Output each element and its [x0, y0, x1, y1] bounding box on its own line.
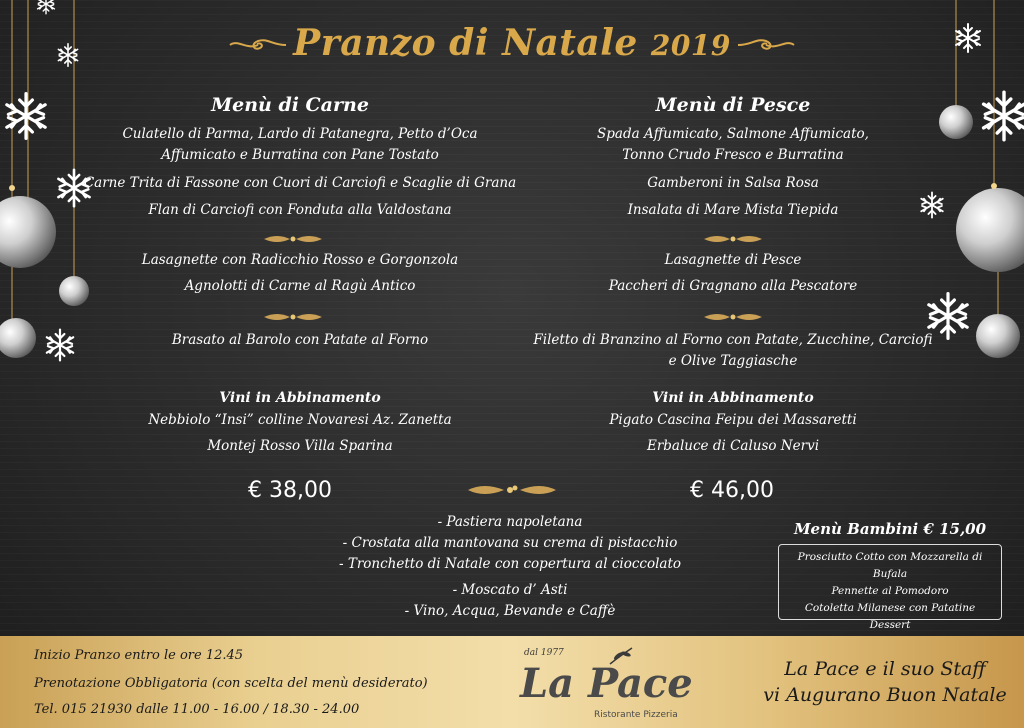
holly-divider-icon	[464, 482, 560, 498]
meat-wines	[120, 390, 480, 457]
fish-starters	[513, 124, 953, 221]
meat-wine-heading: Vini in Abbinamento	[219, 390, 381, 406]
list-item: Montej Rosso Villa Sparina	[207, 438, 393, 454]
list-item: Affumicato e Burratina con Pane Tostato	[161, 147, 439, 163]
list-item: - Vino, Acqua, Bevande e Caffè	[404, 603, 616, 619]
list-item: Lasagnette di Pesce	[664, 252, 802, 268]
fish-primi	[513, 250, 953, 297]
meat-menu-heading: Menù di Carne	[211, 94, 369, 116]
meat-price: € 38,00	[248, 478, 332, 503]
meat-menu	[90, 94, 490, 116]
list-item: e Olive Taggiasche	[668, 353, 798, 369]
holly-divider-icon	[702, 311, 764, 323]
snowflake-icon	[7, 94, 45, 139]
list-item: Paccheri di Gragnano alla Pescatore	[608, 278, 858, 294]
kids-menu-box	[778, 544, 1002, 631]
list-item: Filetto di Branzino al Forno con Patate, Zucchine, Carciofi	[533, 332, 933, 348]
list-item: Prosciutto Cotto con Mozzarella di Bufala	[797, 551, 983, 580]
christmas-bauble-icon	[0, 318, 36, 358]
christmas-bauble-icon	[976, 314, 1020, 358]
snowflake-icon	[984, 92, 1024, 140]
footer-phone: Tel. 015 21930 dalle 11.00 - 16.00 / 18.30 - 24.00	[34, 702, 360, 717]
snowflake-icon	[47, 330, 73, 361]
list-item: - Crostata alla mantovana su crema di pistacchio	[342, 535, 678, 551]
fish-menu	[533, 94, 933, 116]
christmas-bauble-icon	[0, 196, 56, 268]
list-item: - Tronchetto di Natale con copertura al cioccolato	[338, 556, 682, 572]
holly-divider-icon	[262, 233, 324, 245]
list-item: Flan di Carciofi con Fonduta alla Valdostana	[148, 202, 452, 218]
list-item: Nebbiolo “Insi” colline Novaresi Az. Zanetta	[148, 412, 452, 428]
list-item: Spada Affumicato, Salmone Affumicato,	[597, 126, 869, 142]
fish-wine-heading: Vini in Abbinamento	[652, 390, 814, 406]
meat-starters	[80, 124, 520, 221]
footer-greeting	[760, 658, 1010, 706]
footer-reservation: Prenotazione Obbligatoria (con scelta del menù desiderato)	[34, 676, 428, 691]
list-item: Cotoletta Milanese con Patatine	[804, 602, 976, 614]
logo-tagline: Ristorante Pizzeria	[594, 710, 678, 720]
fish-menu-heading: Menù di Pesce	[655, 94, 811, 116]
list-item: Carne Trita di Fassone con Cuori di Carciofi e Scaglie di Grana	[83, 175, 517, 191]
list-item: Insalata di Mare Mista Tiepida	[627, 202, 839, 218]
list-item: - Moscato d’ Asti	[452, 582, 568, 598]
list-item: Agnolotti di Carne al Ragù Antico	[184, 278, 416, 294]
drinks-list	[300, 580, 720, 622]
dessert-list	[300, 512, 720, 575]
page-title: Pranzo di Natale 2019	[293, 22, 731, 64]
fish-wines	[553, 390, 913, 457]
list-item: Gamberoni in Salsa Rosa	[647, 175, 819, 191]
fish-price: € 46,00	[690, 478, 774, 503]
kids-menu-heading: Menù Bambini € 15,00	[793, 520, 987, 538]
list-item: Lasagnette con Radicchio Rosso e Gorgonzola	[141, 252, 459, 268]
meat-secondo	[80, 330, 520, 351]
list-item: Tonno Crudo Fresco e Burratina	[622, 147, 844, 163]
gold-flourish-icon	[736, 36, 796, 54]
greeting-line: La Pace e il suo Staff	[784, 658, 986, 680]
holly-divider-icon	[262, 311, 324, 323]
logo-name: La Pace	[520, 660, 693, 707]
christmas-bauble-icon	[956, 188, 1024, 272]
list-item: Brasato al Barolo con Patate al Forno	[171, 332, 429, 348]
restaurant-logo	[520, 648, 700, 724]
list-item: Erbaluce di Caluso Nervi	[646, 438, 820, 454]
list-item: Pigato Cascina Feipu dei Massaretti	[609, 412, 857, 428]
snowflake-icon	[38, 0, 55, 14]
list-item: Dessert	[869, 619, 911, 631]
footer-start-time: Inizio Pranzo entro le ore 12.45	[34, 648, 244, 663]
greeting-line: vi Augurano Buon Natale	[763, 684, 1007, 706]
list-item: - Pastiera napoletana	[437, 514, 583, 530]
fish-secondo	[513, 330, 953, 372]
meat-primi	[80, 250, 520, 297]
logo-since: dal 1977	[524, 648, 564, 658]
holly-divider-icon	[702, 233, 764, 245]
list-item: Pennette al Pomodoro	[831, 585, 949, 597]
list-item: Culatello di Parma, Lardo di Patanegra, Petto d’Oca	[122, 126, 478, 142]
